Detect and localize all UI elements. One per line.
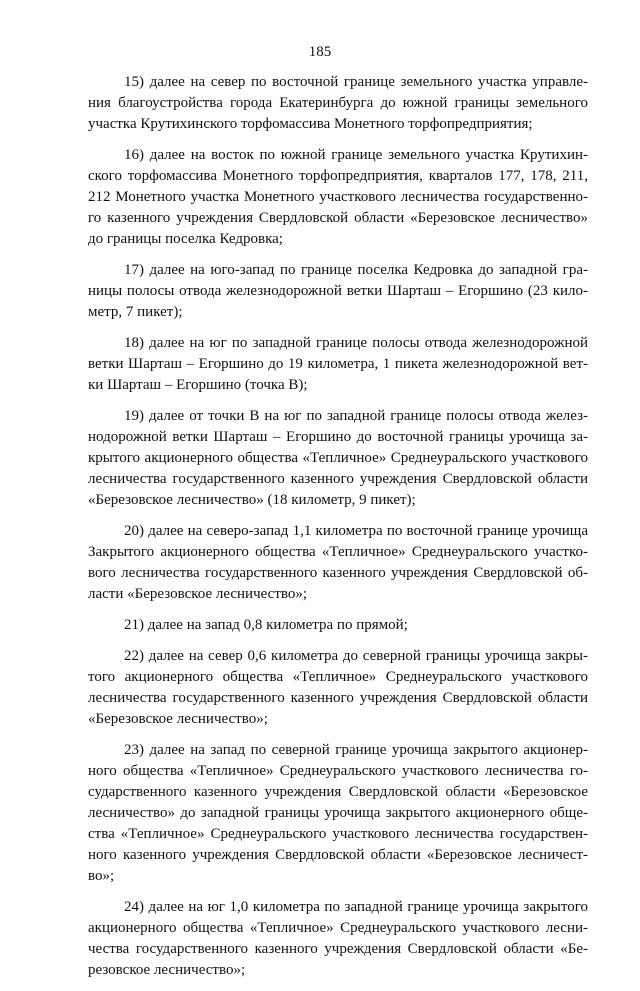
- text-line: крытого акционерного общества «Тепличное» Среднеуральского участкового: [88, 450, 588, 466]
- text-line: 18) далее на юг по западной границе полосы отвода железнодорожной: [124, 335, 588, 351]
- document-body: [88, 72, 588, 991]
- paragraph: [88, 646, 588, 730]
- text-line: ского торфомассива Монетного торфопредприятия, кварталов 177, 178, 211,: [88, 168, 588, 184]
- text-line: ветки Шарташ – Егоршино до 19 километра, 1 пикета железнодорожной вет-: [88, 356, 588, 372]
- text-line: го казенного учреждения Свердловской области «Березовское лесничество»: [88, 210, 588, 226]
- text-line: ки Шарташ – Егоршино (точка В);: [88, 377, 308, 393]
- text-line: 22) далее на север 0,6 километра до северной границы урочища закры-: [124, 648, 588, 664]
- text-line: 19) далее от точки В на юг по западной границе полосы отвода желез-: [124, 408, 588, 424]
- paragraph: [88, 897, 588, 981]
- text-line: «Березовское лесничество» (18 километр, 9 пикет);: [88, 492, 416, 508]
- text-line: 21) далее на запад 0,8 километра по прямой;: [124, 617, 408, 633]
- paragraph: [88, 145, 588, 250]
- text-line: лесничества государственного казенного учреждения Свердловской области: [88, 690, 588, 706]
- text-line: 20) далее на северо-запад 1,1 километра по восточной границе урочища: [124, 523, 588, 539]
- text-line: нодорожной ветки Шарташ – Егоршино до восточной границы урочища за-: [88, 429, 588, 445]
- text-line: лесничества государственного казенного учреждения Свердловской области: [88, 471, 588, 487]
- text-line: во»;: [88, 868, 115, 884]
- paragraph: [88, 521, 588, 605]
- text-line: ного общества «Тепличное» Среднеуральского участкового лесничества го-: [88, 763, 588, 779]
- text-line: ласти «Березовское лесничество»;: [88, 586, 308, 602]
- paragraph: [88, 740, 588, 887]
- paragraph: [88, 260, 588, 323]
- text-line: резовское лесничество»;: [88, 962, 246, 978]
- text-line: 16) далее на восток по южной границе земельного участка Крутихин-: [124, 147, 588, 163]
- text-line: до границы поселка Кедровка;: [88, 231, 283, 247]
- text-line: 23) далее на запад по северной границе урочища закрытого акционер-: [124, 742, 588, 758]
- text-line: 17) далее на юго-запад по границе поселка Кедровка до западной гра-: [124, 262, 588, 278]
- text-line: акционерного общества «Тепличное» Среднеуральского участкового лесни-: [88, 920, 588, 936]
- text-line: того акционерного общества «Тепличное» Среднеуральского участкового: [88, 669, 588, 685]
- text-line: 24) далее на юг 1,0 километра по западной границе урочища закрытого: [124, 899, 588, 915]
- text-line: ницы полосы отвода железнодорожной ветки Шарташ – Егоршино (23 кило-: [88, 283, 588, 299]
- text-line: вого лесничества государственного казенного учреждения Свердловской об-: [88, 565, 588, 581]
- text-line: лесничество» до западной границы урочища закрытого акционерного обще-: [88, 805, 588, 821]
- paragraph: [88, 406, 588, 511]
- paragraph: [88, 333, 588, 396]
- text-line: чества государственного казенного учреждения Свердловской области «Бе-: [88, 941, 588, 957]
- text-line: ного казенного учреждения Свердловской области «Березовское лесничест-: [88, 847, 588, 863]
- paragraph: [88, 72, 588, 135]
- paragraph: [88, 615, 588, 636]
- text-line: 15) далее на север по восточной границе земельного участка управле-: [124, 74, 588, 90]
- text-line: участка Крутихинского торфомассива Монетного торфопредприятия;: [88, 116, 533, 132]
- text-line: метр, 7 пикет);: [88, 304, 183, 320]
- text-line: ства «Тепличное» Среднеуральского участкового лесничества государствен-: [88, 826, 588, 842]
- text-line: «Березовское лесничество»;: [88, 711, 268, 727]
- text-line: ния благоустройства города Екатеринбурга до южной границы земельного: [88, 95, 588, 111]
- text-line: Закрытого акционерного общества «Тепличное» Среднеуральского участко-: [88, 544, 588, 560]
- page-number: 185: [308, 44, 332, 60]
- text-line: сударственного казенного учреждения Свердловской области «Березовское: [88, 784, 588, 800]
- text-line: 212 Монетного участка Монетного участкового лесничества государственно-: [88, 189, 588, 205]
